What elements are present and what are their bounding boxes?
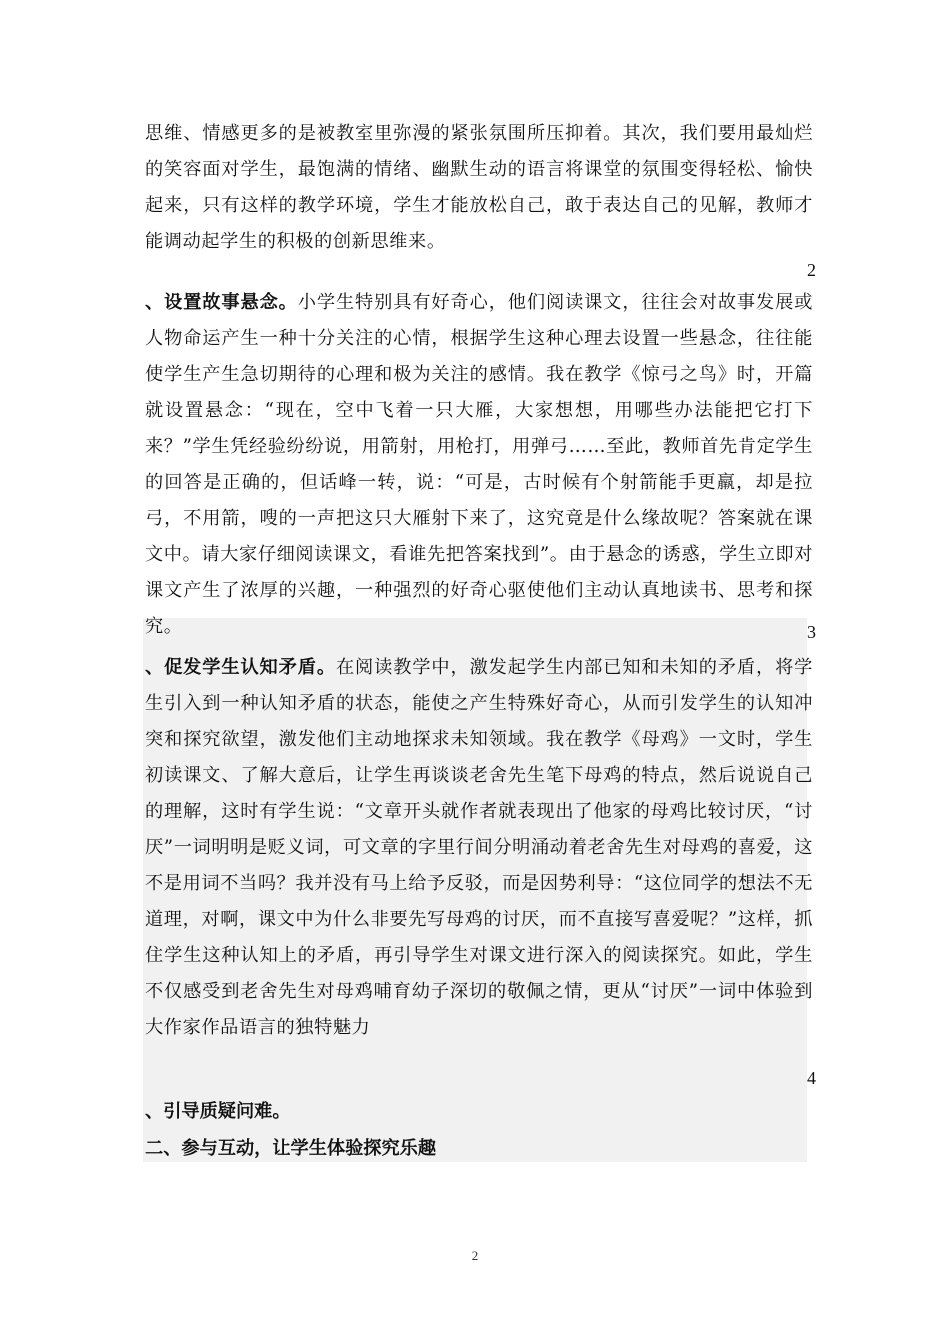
page-number: 2 [471,1248,479,1263]
section-2-number: 2 [807,260,816,280]
section-heading-2: 二、参与互动，让学生体验探究乐趣 [145,1138,437,1159]
intro-paragraph: 思维、情感更多的是被教室里弥漫的紧张氛围所压抑着。其次，我们要用最灿烂的笑容面对学生，最饱满的情绪、幽默生动的语言将课堂的氛围变得轻松、愉快起来，只有这样的教学环境，学生才能放松自己，敢于表达自己的见解，教师才能调动起学生的积极的创新思维来。 [145,123,813,252]
section-4-number: 4 [807,1068,816,1088]
section-4-title: 、引导质疑问难。 [145,1101,291,1122]
section-2-text: 小学生特别具有好奇心，他们阅读课文，往往会对故事发展或人物命运产生一种十分关注的心情，根据学生这种心理去设置一些悬念，往往能使学生产生急切期待的心理和极为关注的感情。我在教学《惊弓之鸟》时，开篇就设置悬念：“现在，空中飞着一只大雁，大家想想，用哪些办法能把它打下来？”学生凭经验纷纷说，用箭射，用枪打，用弹弓……至此，教师首先肯定学生的回答是正确的，但话峰一转，说：“可是，古时候有个射箭能手更羸，却是拉弓，不用箭，嗖的一声把这只大雁射下来了，这究竟是什么缘故呢？答案就在课文中。请大家仔细阅读课文，看谁先把答案找到”。由于悬念的诱惑，学生立即对课文产生了浓厚的兴趣，一种强烈的好奇心驱使他们主动认真地读书、思考和探究。 [145,292,813,637]
section-2-paragraph [145,285,813,645]
section-3-title: 、促发学生认知矛盾。 [145,657,336,678]
section-3-number: 3 [807,622,816,642]
section-2-title: 、设置故事悬念。 [145,292,298,313]
section-3-paragraph [145,650,813,1046]
section-3-text: 在阅读教学中，激发起学生内部已知和未知的矛盾，将学生引入到一种认知矛盾的状态，能使之产生特殊好奇心，从而引发学生的认知冲突和探究欲望，激发他们主动地探求未知领域。我在教学《母鸡》一文时，学生初读课文、了解大意后，让学生再谈谈老舍先生笔下母鸡的特点，然后说说自己的理解，这时有学生说：“文章开头就作者就表现出了他家的母鸡比较讨厌，“讨厌”一词明明是贬义词，可文章的字里行间分明涌动着老舍先生对母鸡的喜爱，这不是用词不当吗？我并没有马上给予反驳，而是因势利导：“这位同学的想法不无道理，对啊，课文中为什么非要先写母鸡的讨厌，而不直接写喜爱呢？”这样，抓住学生这种认知上的矛盾，再引导学生对课文进行深入的阅读探究。如此，学生不仅感受到老舍先生对母鸡哺育幼子深切的敬佩之情，更从“讨厌”一词中体验到大作家作品语言的独特魅力 [145,657,813,1038]
